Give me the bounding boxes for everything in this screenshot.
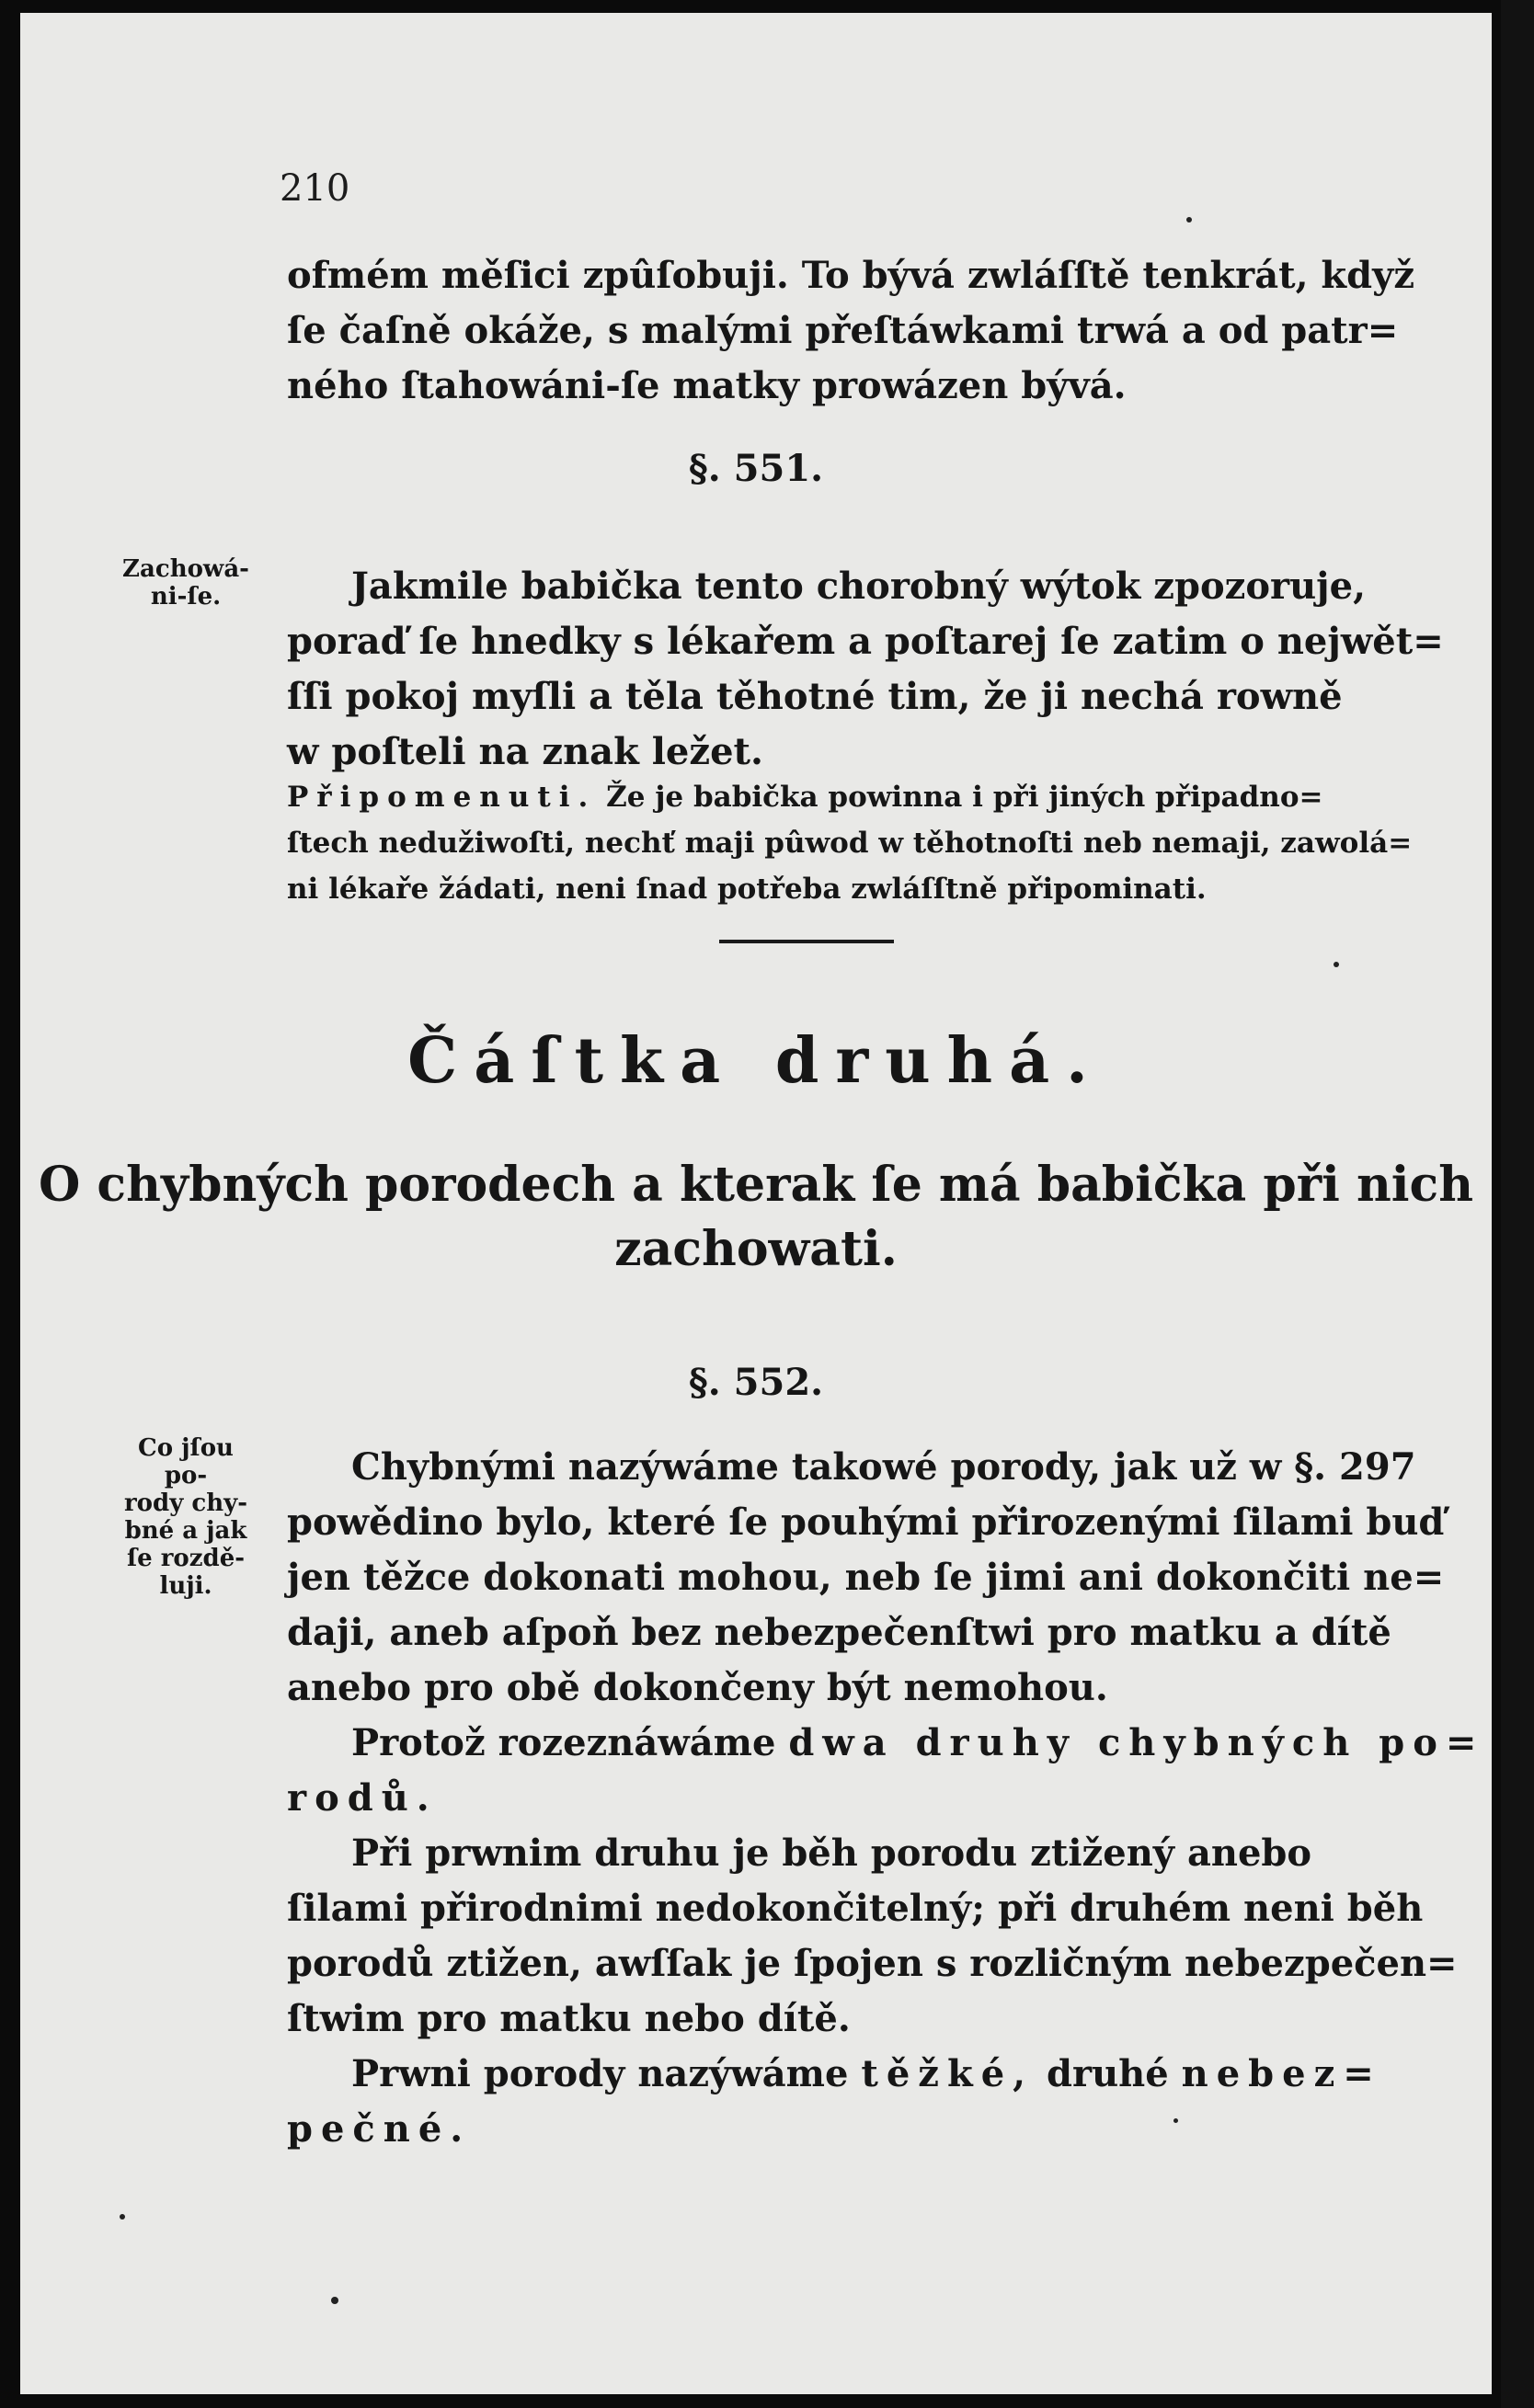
- subtitle-line: O chybných porodech a kterak ſe má babička při nich: [39, 1157, 1473, 1213]
- part-title: Čáſtka druhá.: [407, 1024, 1105, 1098]
- intro-paragraph: [287, 248, 1415, 414]
- text-line: Jakmile babička tento chorobný wýtok zpozoruje,: [351, 565, 1367, 608]
- remark-text: Že je babička powinna i při jiných připadno=: [606, 781, 1323, 814]
- text-line: ſſi pokoj myſli a těla těhotné tim, že ji nechá rowně: [287, 675, 1343, 718]
- book-page: [20, 13, 1492, 2394]
- section-divider: [719, 940, 894, 943]
- text-line: w poſteli na znak ležet.: [287, 730, 763, 773]
- emphasized-term: rodů.: [287, 1776, 438, 1820]
- text-span: druhé: [1047, 2052, 1169, 2095]
- remark-line: ſtech nedužiwoſti, nechť maji pûwod w těhotnoſti neb nemaji, zawolá=: [287, 827, 1413, 860]
- text-line: jen těžce dokonati mohou, neb ſe jimi ani dokončiti ne=: [287, 1556, 1445, 1599]
- emphasized-term: těžké,: [861, 2052, 1035, 2095]
- part-subtitle: [20, 1153, 1492, 1282]
- margin-note-line: rody chy-: [123, 1489, 247, 1517]
- margin-note-line: luji.: [159, 1572, 212, 1600]
- section-552-paragraph-4: [287, 2047, 1400, 2157]
- section-552-paragraph-1: [287, 1440, 1445, 1716]
- text-line: ného ſtahowáni-ſe matky prowázen bývá.: [287, 364, 1127, 407]
- emphasized-term: dwa druhy chybných po=: [788, 1721, 1485, 1764]
- text-span: Protož rozeznáwáme: [351, 1721, 776, 1764]
- text-line: Chybnými nazýwáme takowé porody, jak už w §. 297: [351, 1445, 1416, 1489]
- margin-note-line: Zachowá-: [122, 555, 249, 583]
- section-heading-551: §. 551.: [688, 447, 824, 490]
- text-line: poraď ſe hnedky s lékařem a poſtarej ſe zatim o nejwět=: [287, 620, 1444, 663]
- text-line: ſe čaſně okáže, s malými přeſtáwkami trwá a od patr=: [287, 309, 1399, 352]
- section-551-paragraph: [287, 559, 1444, 780]
- margin-note-line: ſe rozdě-: [126, 1545, 246, 1572]
- scan-speck: [331, 2297, 338, 2304]
- remark-note: [287, 774, 1413, 912]
- text-line: anebo pro obě dokončeny být nemohou.: [287, 1666, 1108, 1709]
- text-line: ſilami přirodnimi nedokončitelný; při druhém neni běh: [287, 1887, 1424, 1930]
- text-line: porodů ztižen, awſſak je ſpojen s rozličným nebezpečen=: [287, 1942, 1458, 1985]
- text-line: powědino bylo, které ſe pouhými přirozenými ſilami buď: [287, 1501, 1445, 1544]
- text-line: ſtwim pro matku nebo dítě.: [287, 1997, 851, 2040]
- text-line: ofmém měſici zpûſobuji. To bývá zwláſſtě tenkrát, když: [287, 254, 1415, 297]
- scan-speck: [1186, 217, 1192, 223]
- section-552-paragraph-3: [287, 1826, 1458, 2047]
- scan-edge: [1501, 0, 1534, 2408]
- margin-note-line: bné a jak: [124, 1517, 247, 1545]
- emphasized-term: nebez=: [1181, 2052, 1382, 2095]
- subtitle-line: zachowati.: [614, 1221, 898, 1277]
- text-span: Prwni porody nazýwáme: [351, 2052, 849, 2095]
- emphasized-term: pečné.: [287, 2107, 472, 2151]
- scan-speck: [1173, 2118, 1178, 2123]
- scan-speck: [120, 2214, 125, 2220]
- margin-note-line: ni-ſe.: [150, 583, 222, 611]
- page-number: 210: [280, 167, 350, 210]
- margin-note-552: [121, 1434, 250, 1600]
- remark-label: Připomenuti.: [287, 781, 597, 814]
- text-line: Při prwnim druhu je běh porodu ztižený anebo: [351, 1832, 1312, 1875]
- margin-note-line: Co jſou po-: [138, 1434, 234, 1489]
- section-552-paragraph-2: [287, 1716, 1485, 1826]
- scan-speck: [1334, 962, 1339, 967]
- remark-line: ni lékaře žádati, neni ſnad potřeba zwláſſtně připominati.: [287, 873, 1207, 906]
- text-line: daji, aneb aſpoň bez nebezpečenſtwi pro matku a dítě: [287, 1611, 1391, 1654]
- margin-note-551: [121, 555, 250, 611]
- section-heading-552: §. 552.: [688, 1361, 824, 1404]
